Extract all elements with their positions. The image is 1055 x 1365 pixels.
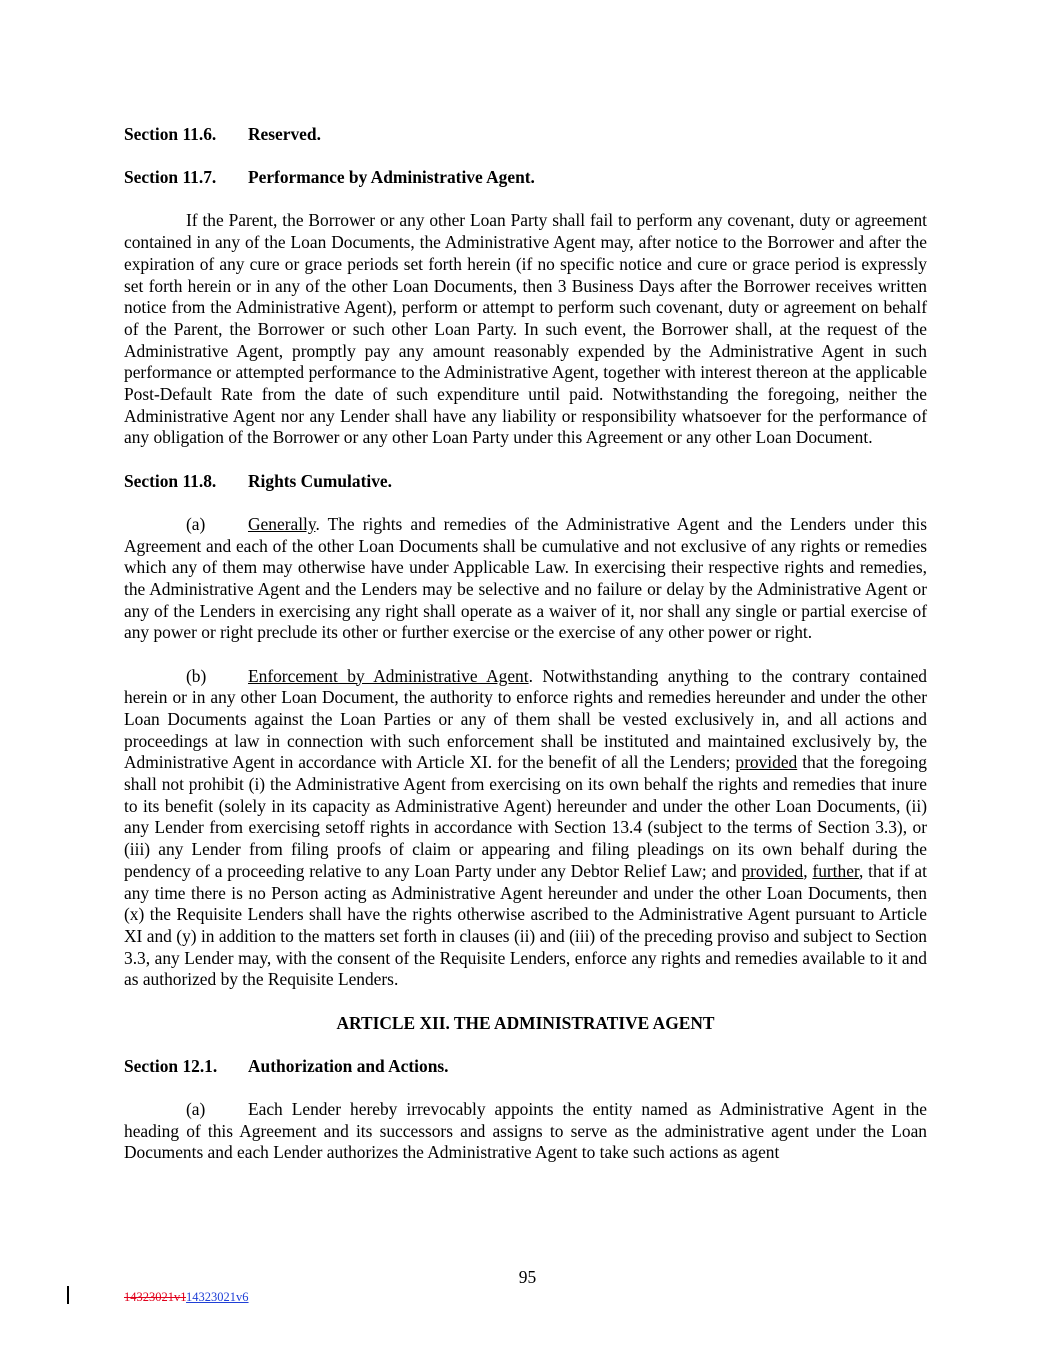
clause-heading: Generally bbox=[248, 513, 316, 534]
section-12-1-heading bbox=[124, 1056, 927, 1078]
clause-label: (a) bbox=[186, 1099, 206, 1120]
change-bar bbox=[67, 1286, 69, 1304]
section-number: Section 11.6. bbox=[124, 124, 217, 144]
section-number: Section 11.8. bbox=[124, 470, 217, 491]
section-title: Authorization and Actions. bbox=[248, 1055, 449, 1076]
clause-label: (a) bbox=[186, 513, 206, 534]
section-title: Rights Cumulative. bbox=[248, 470, 392, 491]
document-id bbox=[124, 1290, 249, 1305]
inserted-doc-id: 14323021v6 bbox=[186, 1290, 249, 1304]
section-11-8-a bbox=[124, 514, 927, 644]
article-heading: ARTICLE XII. THE ADMINISTRATIVE AGENT bbox=[336, 1012, 715, 1033]
clause-label: (b) bbox=[186, 665, 207, 686]
section-number: Section 12.1. bbox=[124, 1055, 218, 1076]
clause-body: Each Lender hereby irrevocably appoints the entity named as Administrative Agent in the heading of this Agreement and its successors and assigns to serve as the administrative agent under the Loan Documents and each Lender authorizes the Administrative Agent to take such actions as agent bbox=[124, 1099, 927, 1163]
section-11-7-heading bbox=[124, 167, 927, 189]
section-number: Section 11.7. bbox=[124, 167, 217, 188]
provided-term: provided bbox=[741, 860, 804, 881]
clause-text: that the foregoing shall not prohibit (i) the Administrative Agent from exercising on its own behalf the rights and remedies that inure to its benefit (solely in its capacity as Administrative Agent) hereunder and under the other Loan Documents, (ii) any Lender from exercising setoff rights in accordance with Section 13.4 (subject to the terms of Section 3.3), or (iii) any Lender from filing proofs of claim or appearing and filing pleadings on its own behalf during the pendency of a proceeding relative to any Loan Party under any Debtor Relief Law; and bbox=[124, 752, 927, 881]
document-page bbox=[124, 124, 927, 1164]
clause-body: . The rights and remedies of the Administrative Agent and the Lenders under this Agreement and each of the other Loan Documents shall be cumulative and not exclusive of any rights or remedies which any of them may otherwise have under Applicable Law. In exercising their respective rights and remedies, the Administrative Agent and the Lenders may be selective and no failure or delay by the Administrative Agent or any of the Lenders in exercising any right shall operate as a waiver of it, nor shall any single or partial exercise of any power or right preclude its other or further exercise or the exercise of any other power or right. bbox=[124, 513, 927, 643]
clause-text: . Notwithstanding anything to the contrary contained herein or in any other Loan Document, the authority to enforce rights and remedies hereunder and under the other Loan Documents against the Loan Parties or any of them shall be vested exclusively in, and all actions and proceedings at law in connection with such enforcement shall be instituted and maintained exclusively by, the Administrative Agent in accordance with Article XI. for the benefit of all the Lenders; bbox=[124, 665, 927, 773]
comma: , bbox=[803, 860, 813, 881]
section-title: Reserved. bbox=[248, 124, 321, 144]
clause-heading: Enforcement by Administrative Agent bbox=[248, 665, 529, 686]
page-number: 95 bbox=[518, 1267, 537, 1287]
deleted-doc-id: 14323021v1 bbox=[124, 1290, 187, 1304]
clause-text: , that if at any time there is no Person acting as Administrative Agent hereunder and under the other Loan Documents, then (x) the Requisite Lenders shall have the rights otherwise ascribed to the Administrative Agent pursuant to Article XI and (y) in addition to the matters set forth in clauses (ii) and (iii) of the preceding proviso and subject to Section 3.3, any Lender may, with the consent of the Requisite Lenders, enforce any rights and remedies available to it and as authorized by the Requisite Lenders. bbox=[124, 860, 927, 990]
section-12-1-a bbox=[124, 1099, 927, 1164]
section-11-6-heading bbox=[124, 124, 927, 146]
section-11-8-heading bbox=[124, 471, 927, 493]
provided-term: provided bbox=[735, 752, 798, 773]
section-title: Performance by Administrative Agent. bbox=[248, 167, 535, 188]
section-11-8-b bbox=[124, 666, 927, 992]
further-term: further bbox=[812, 860, 860, 881]
section-11-7-body: If the Parent, the Borrower or any other Loan Party shall fail to perform any covenant, duty or agreement contained in any of the Loan Documents, the Administrative Agent may, after notice to the Borrower and after the expiration of any cure or grace periods set forth herein (if no specific notice and cure or grace period is expressly set forth herein or in any of the other Loan Documents, then 3 Business Days after the Borrower receives written notice from the Administrative Agent), perform or attempt to perform such covenant, duty or agreement on behalf of the Parent, the Borrower or such other Loan Party. In such event, the Borrower shall, at the request of the Administrative Agent, promptly pay any amount reasonably expended by the Administrative Agent in such performance or attempted performance to the Administrative Agent, together with interest thereon at the applicable Post-Default Rate from the date of such expenditure until paid. Notwithstanding the foregoing, neither the Administrative Agent nor any Lender shall have any liability or responsibility whatsoever for the performance of any obligation of the Borrower or any other Loan Party under this Agreement or any other Loan Document. bbox=[124, 210, 927, 448]
